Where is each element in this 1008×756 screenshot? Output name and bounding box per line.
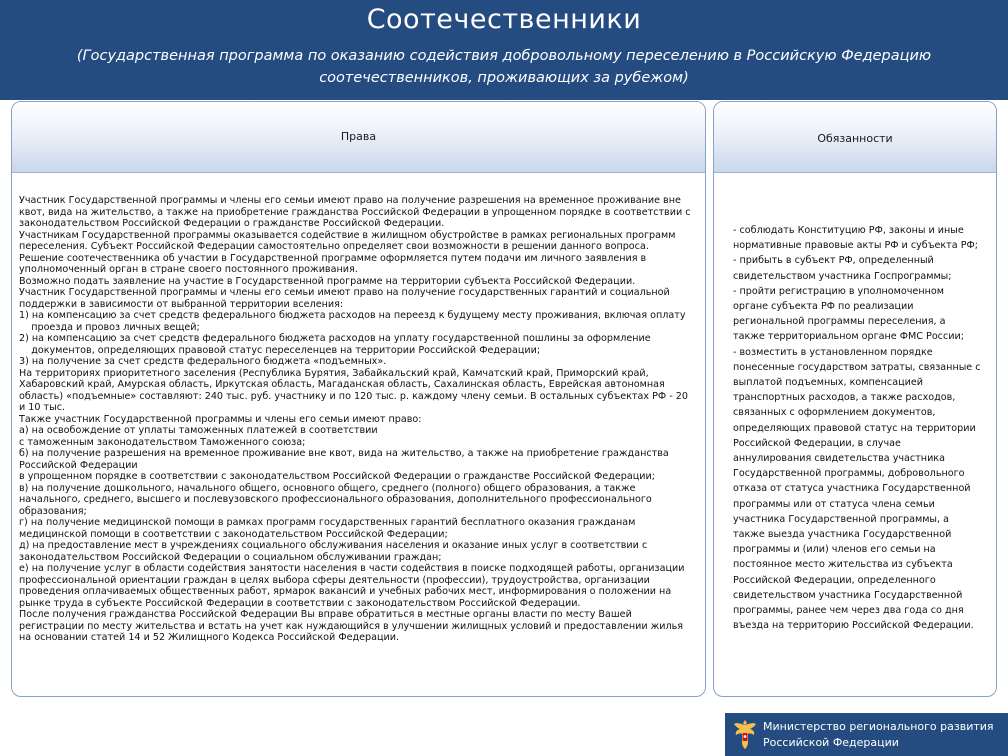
rights-tab (12, 102, 705, 173)
duties-panel (713, 101, 997, 697)
rights-text: Участник Государственной программы и члены его семьи имеют право на получение разрешения на временное проживание вне квот, вида на жительство, а также на приобретение гражданства Российской Федерации в упрощенном порядке в соответствии с законодательством Российской Федерации о гражданстве Российской Федерации. Участникам Государственной программы оказывается содействие в жилищном обустройстве в рамках региональных программ переселения. Субъект Российской Федерации самостоятельно определяет свои возможности в решении данного вопроса. Решение соотечественника об участии в Государственной программе оформляется путем подачи им личного заявления в уполномоченный орган в стране своего постоянного проживания. Возможно подать заявление на участие в Государственной программе на территории субъекта Российской Федерации. Участник Государственной программы и члены его семьи имеют право на получение государственных гарантий и социальной поддержки в зависимости от выбранной территории вселения: 1) на компенсацию за счет средств федерального бюджета расходов на переезд к будущему месту проживания, включая оплату проезда и провоз личных вещей; 2) на компенсацию за счет средств федерального бюджета расходов на уплату государственной пошлины за оформление документов, определяющих правовой статус переселенцев на территории Российской Федерации; 3) на получение за счет средств федерального бюджета «подъемных». На территориях приоритетного заселения (Республика Бурятия, Забайкальский край, Камчатский край, Приморский край, Хабаровский край, Амурская область, Иркутская область, Магаданская область, Сахалинская область, Еврейская автономная область) «подъемные» составляют: 240 тыс. руб. участнику и по 120 тыс. р. каждому члену семьи. В остальных субъектах РФ - 20 и 10 тыс. Также участник Государственной программы и члены его семьи имеют право: а) на освобождение от уплаты таможенных платежей в соответствии с таможенным законодательством Таможенного союза; б) на получение разрешения на временное проживание вне квот, вида на жительство, а также на приобретение гражданства Российской Федерации в упрощенном порядке в соответствии с законодательством Российской Федерации о гражданстве Российской Федерации; в) на получение дошкольного, начального общего, основного общего, среднего (полного) общего образования, а также начального, среднего, высшего и послевузовского профессионального образования, дополнительного профессионального образования; г) на получение медицинской помощи в рамках программ государственных гарантий бесплатного оказания гражданам медицинской помощи в соответствии с законодательством Российской Федерации; д) на предоставление мест в учреждениях социального обслуживания населения и оказание иных услуг в соответствии с законодательством Российской Федерации о социальном обслуживании граждан; е) на получение услуг в области содействия занятости населения в части содействия в поиске подходящей работы, организации профессиональной ориентации граждан в целях выбора сферы деятельности (профессии), трудоустройства, организации проведения оплачиваемых общественных работ, ярмарок вакансий и учебных рабочих мест, информирования о положении на рынке труда в субъекте Российской Федерации в соответствии с законодательством Российской Федерации. После получения гражданства Российской Федерации Вы вправе обратиться в местные органы власти по месту Вашей регистрации по месту жительства и встать на учет как нуждающийся в улучшении жилищных условий и предоставлении жилья на основании статей 14 и 52 Жилищного Кодекса Российской Федерации. (19, 195, 691, 643)
rights-panel (11, 101, 706, 697)
duties-text: - соблюдать Конституцию РФ, законы и иные нормативные правовые акты РФ и субъекта РФ; - прибыть в субъект РФ, определенный свидетельством участника Госпрограммы; - пройти регистрацию в уполномоченном органе субъекта РФ по реализации региональной программы переселения, а также территориальном органе ФМС России; - возместить в установленном порядке понесенные государством затраты, связанные с выплатой подъемных, компенсацией транспортных расходов, а также расходов, связанных с оформлением документов, определяющих правовой статус на территории Российской Федерации, в случае аннулирования свидетельства участника Государственной программы, добровольного отказа от статуса участника Государственной программы или от статуса члена семьи участника Государственной программы, а также выезда участника Государственной программы и (или) членов его семьи на постоянное место жительства из субъекта Российской Федерации, определенного свидетельством участника Государственной программы, ранее чем через два года со дня въезда на территорию Российской Федерации. (733, 225, 981, 632)
header-bar (0, 0, 1008, 100)
ministry-name: Министерство регионального развития Российской Федерации (763, 720, 994, 749)
duties-tab (714, 102, 996, 173)
page-title: Соотечественники (366, 4, 642, 35)
duties-tab-label: Обязанности (817, 132, 893, 145)
double-headed-eagle-icon (732, 718, 758, 751)
ministry-footer (725, 713, 1008, 756)
rights-tab-label: Права (340, 130, 377, 143)
page-subtitle: (Государственная программа по оказанию содействия добровольному переселению в Российскую Федерацию соотечественников, проживающих за рубежом) (76, 48, 932, 86)
